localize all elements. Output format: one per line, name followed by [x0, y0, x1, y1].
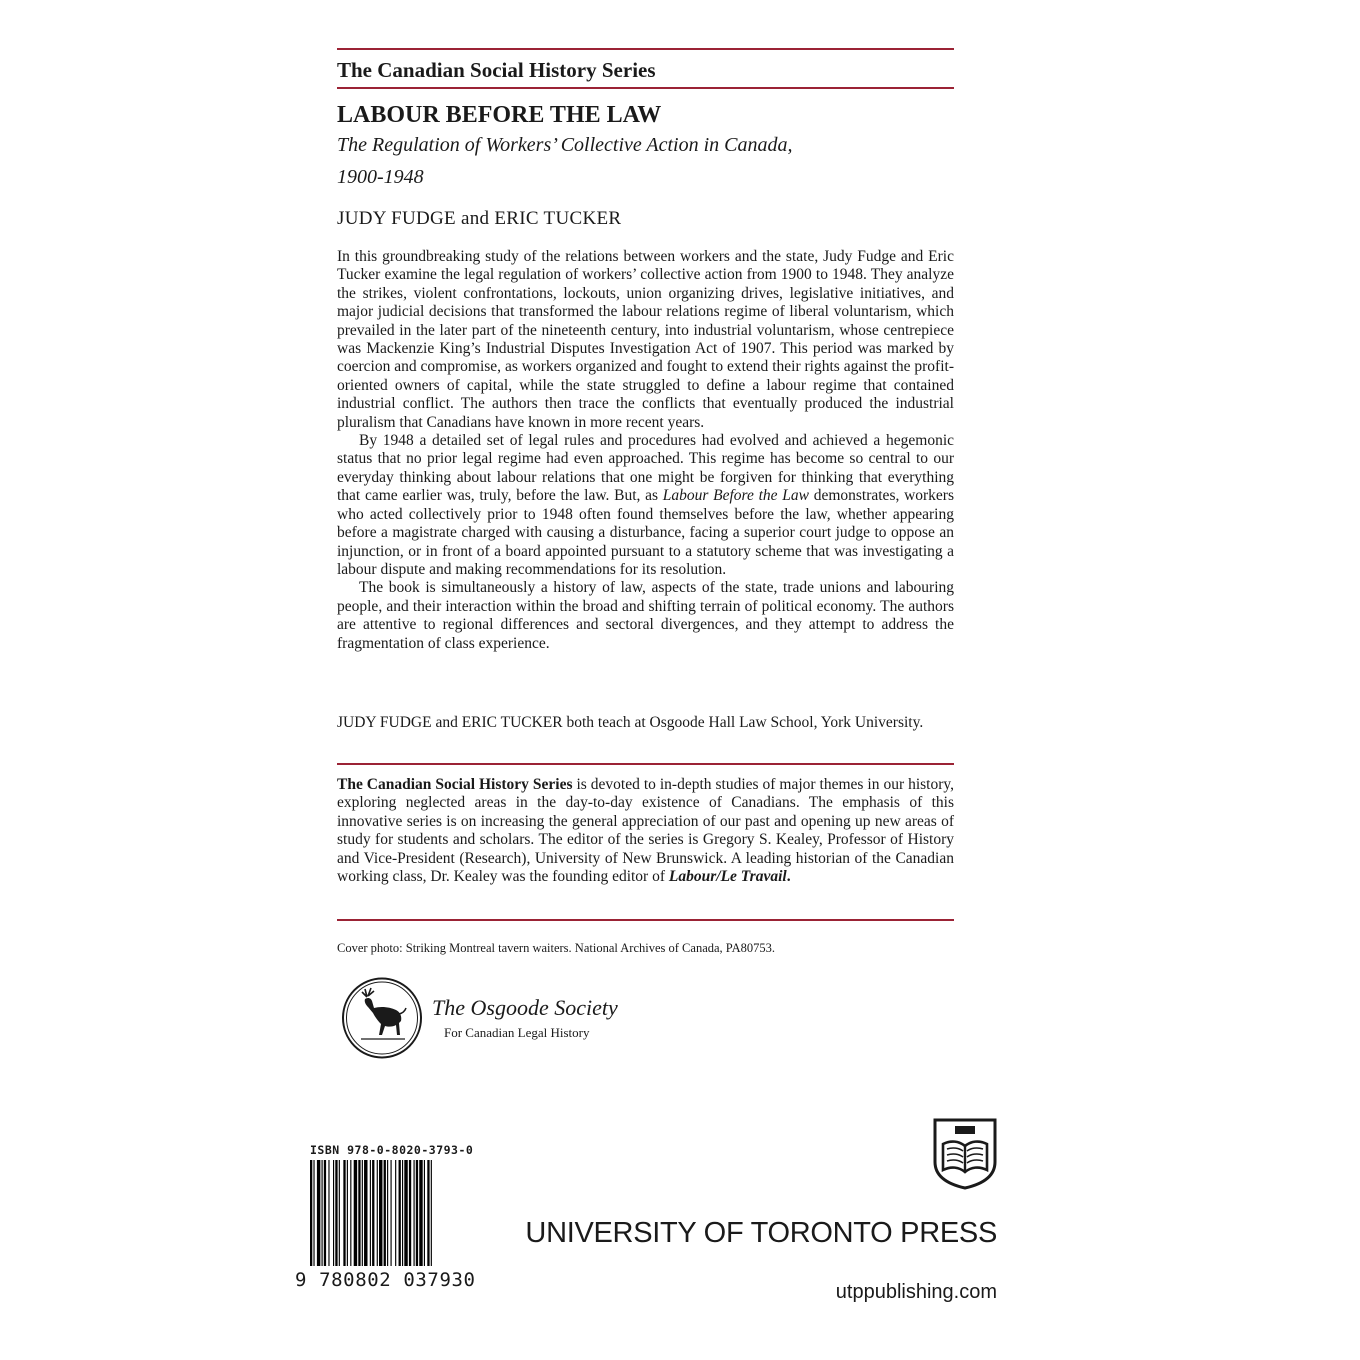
society-subtitle: For Canadian Legal History	[444, 1025, 590, 1040]
subtitle-line-1: The Regulation of Workers’ Collective Action in Canada,	[337, 134, 793, 156]
book-description	[337, 248, 954, 653]
series-title: The Canadian Social History Series	[337, 58, 656, 82]
book-shield-icon	[933, 1118, 997, 1190]
barcode	[310, 1160, 472, 1266]
description-paragraph-1: In this groundbreaking study of the relations between workers and the state, Judy Fudge and Eric Tucker examine the legal regulation of workers’ collective action from 1900 to 1948. They analyze the strikes, violent confrontations, lockouts, union organizing drives, legislative initiatives, and major judicial decisions that transformed the labour relations regime of liberal voluntarism, which prevailed in the later part of the nineteenth century, into industrial voluntarism, whose centrepiece was Mackenzie King’s Industrial Disputes Investigation Act of 1907. This period was marked by coercion and compromise, as workers organized and fought to extend their rights against the profit-oriented owners of capital, while the state struggled to define a labour regime that contained industrial conflict. The authors then trace the conflicts that eventually produced the industrial pluralism that Canadians have known in more recent years.	[337, 248, 954, 431]
stag-seal-icon	[341, 977, 423, 1059]
series-rule	[337, 87, 954, 89]
series-desc-bottom-rule	[337, 919, 954, 921]
society-name: The Osgoode Society	[432, 995, 618, 1020]
journal-title: Labour/Le Travail	[668, 868, 787, 886]
book-title: LABOUR BEFORE THE LAW	[337, 102, 662, 128]
author-bio: JUDY FUDGE and ERIC TUCKER both teach at Osgoode Hall Law School, York University.	[337, 714, 924, 731]
top-rule	[337, 48, 954, 50]
book-title-italic: Labour Before the Law	[662, 487, 809, 505]
description-paragraph-2	[337, 432, 954, 579]
publisher-url: utppublishing.com	[835, 1281, 997, 1303]
cover-photo-credit: Cover photo: Striking Montreal tavern waiters. National Archives of Canada, PA80753.	[337, 941, 776, 955]
paragraph-2-text-b: demonstrates, workers who acted collectively prior to 1948 often found themselves before the law, whether appearing before a magistrate charged with causing a disturbance, facing a superior court judge to oppose an injunction, or in front of a board appointed pursuant to a statutory scheme that was investigating a labour dispute and making recommendations for its resolution.	[337, 487, 954, 578]
series-description-text: is devoted to in-depth studies of major themes in our history, exploring neglected areas in the day-to-day existence of Canadians. The emphasis of this innovative series is on increasing the general appreciation of our past and opening up new areas of study for students and scholars. The editor of the series is Gregory S. Kealey, Professor of History and Vice-President (Research), University of New Brunswick. A leading historian of the Canadian working class, Dr. Kealey was the founding editor of	[337, 776, 954, 886]
isbn-label: ISBN 978-0-8020-3793-0	[310, 1143, 474, 1157]
paragraph-2-text-a: By 1948 a detailed set of legal rules and procedures had evolved and achieved a hegemonic status that no prior legal regime had even approached. This regime has become so central to our everyday thinking about labour relations that one might be forgiven for thinking that everything that came earlier was, truly, before the law. But, as	[337, 432, 954, 505]
subtitle-line-2: 1900-1948	[337, 166, 424, 188]
barcode-digits: 9 780802 037930	[295, 1269, 476, 1291]
series-desc-top-rule	[337, 763, 954, 765]
description-paragraph-3: The book is simultaneously a history of law, aspects of the state, trade unions and labouring people, and their interaction within the broad and shifting terrain of political economy. The authors are attentive to regional differences and sectoral divergences, and they attempt to address the fragmentation of class experience.	[337, 579, 954, 652]
publisher-name: UNIVERSITY OF TORONTO PRESS	[525, 1217, 997, 1249]
book-subtitle	[337, 130, 954, 192]
series-description	[337, 776, 954, 886]
book-authors: JUDY FUDGE and ERIC TUCKER	[337, 208, 622, 229]
series-description-lead: The Canadian Social History Series	[337, 776, 573, 793]
series-description-end: .	[786, 868, 791, 886]
